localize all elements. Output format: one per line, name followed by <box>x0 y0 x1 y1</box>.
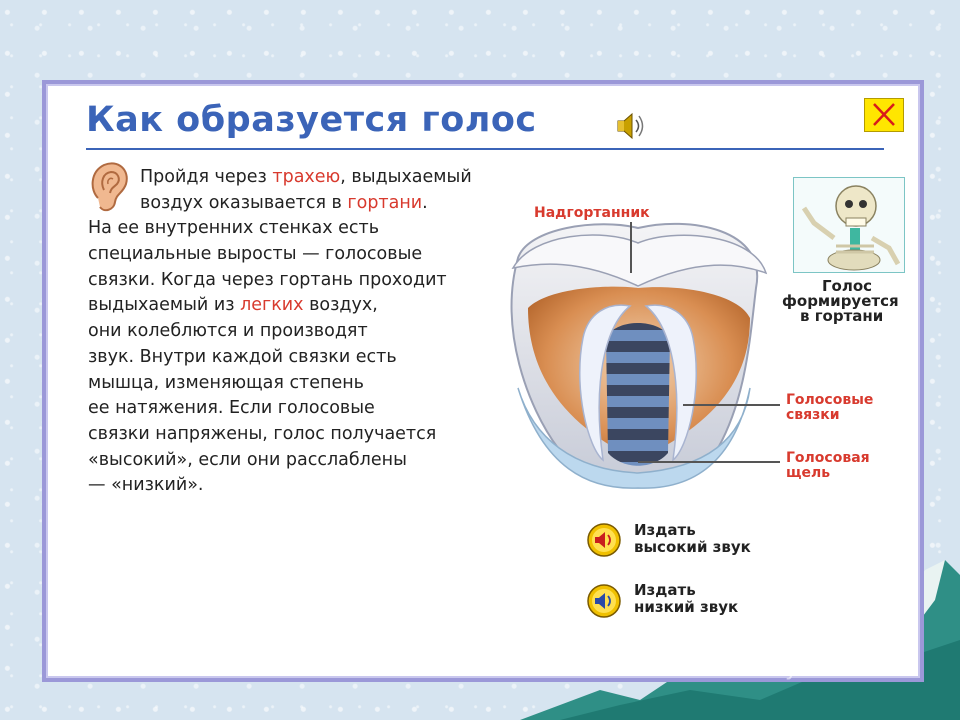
text-fragment: . <box>422 192 428 213</box>
text-line <box>88 216 528 242</box>
speaker-icon[interactable] <box>614 109 648 143</box>
text-fragment: мышца, изменяющая степень <box>88 372 364 393</box>
high-sound-label-line2: высокий звук <box>634 538 751 556</box>
watermark: MyShared <box>766 656 876 681</box>
text-fragment: ее натяжения. Если голосовые <box>88 398 375 419</box>
title-divider <box>86 148 884 150</box>
skeleton-icon <box>794 178 904 272</box>
text-fragment: — «низкий». <box>88 475 204 496</box>
low-sound-label-line2: низкий звук <box>634 598 739 616</box>
text-line <box>88 473 528 499</box>
text-line <box>88 165 528 191</box>
text-fragment: На ее внутренних стенках есть <box>88 218 380 239</box>
text-fragment: связки. Когда через гортань проходит <box>88 269 447 290</box>
skeleton-thumbnail[interactable] <box>793 177 905 273</box>
text-fragment: связки напряжены, голос получается <box>88 423 437 444</box>
label-glottis-line2: щель <box>786 465 831 481</box>
text-fragment: «высокий», если они расслаблены <box>88 449 407 470</box>
highlight-term: легких <box>240 295 304 316</box>
text-fragment: они колеблются и производят <box>88 321 368 342</box>
label-epiglottis: Надгортанник <box>534 205 650 221</box>
text-fragment: воздух, <box>303 295 378 316</box>
highlight-term: трахею <box>272 167 341 187</box>
label-vocal-cords-line2: связки <box>786 407 840 423</box>
text-fragment: специальные выросты — голосовые <box>88 244 423 265</box>
skeleton-caption-line2: формируется <box>782 292 899 310</box>
text-fragment: воздух оказывается в <box>140 192 348 213</box>
text-line <box>88 371 528 397</box>
text-line <box>88 345 528 371</box>
close-icon <box>865 99 903 131</box>
text-fragment: выдыхаемый из <box>88 295 241 316</box>
text-line <box>88 293 528 319</box>
low-sound-button[interactable] <box>586 583 622 619</box>
low-sound-label-line1: Издать <box>634 581 696 599</box>
close-button[interactable] <box>864 98 904 132</box>
text-line <box>88 242 528 268</box>
text-fragment: Пройдя через <box>140 167 273 187</box>
skeleton-caption-line1: Голос <box>822 277 873 295</box>
high-sound-button[interactable] <box>586 522 622 558</box>
label-vocal-cords-line1: Голосовые <box>786 392 874 408</box>
text-line <box>88 191 528 217</box>
highlight-term: гортани <box>347 192 423 213</box>
page-title: Как образуется голос <box>86 100 537 140</box>
skeleton-caption-line3: в гортани <box>800 307 884 325</box>
text-line <box>88 319 528 345</box>
label-glottis-line1: Голосовая <box>786 450 870 466</box>
explanation-text <box>88 165 528 499</box>
text-line <box>88 422 528 448</box>
text-line <box>88 268 528 294</box>
text-fragment: , выдыхаемый <box>340 167 472 187</box>
larynx-diagram <box>488 198 788 498</box>
text-line <box>88 448 528 474</box>
text-fragment: звук. Внутри каждой связки есть <box>88 346 397 367</box>
text-line <box>88 396 528 422</box>
high-sound-label-line1: Издать <box>634 521 696 539</box>
